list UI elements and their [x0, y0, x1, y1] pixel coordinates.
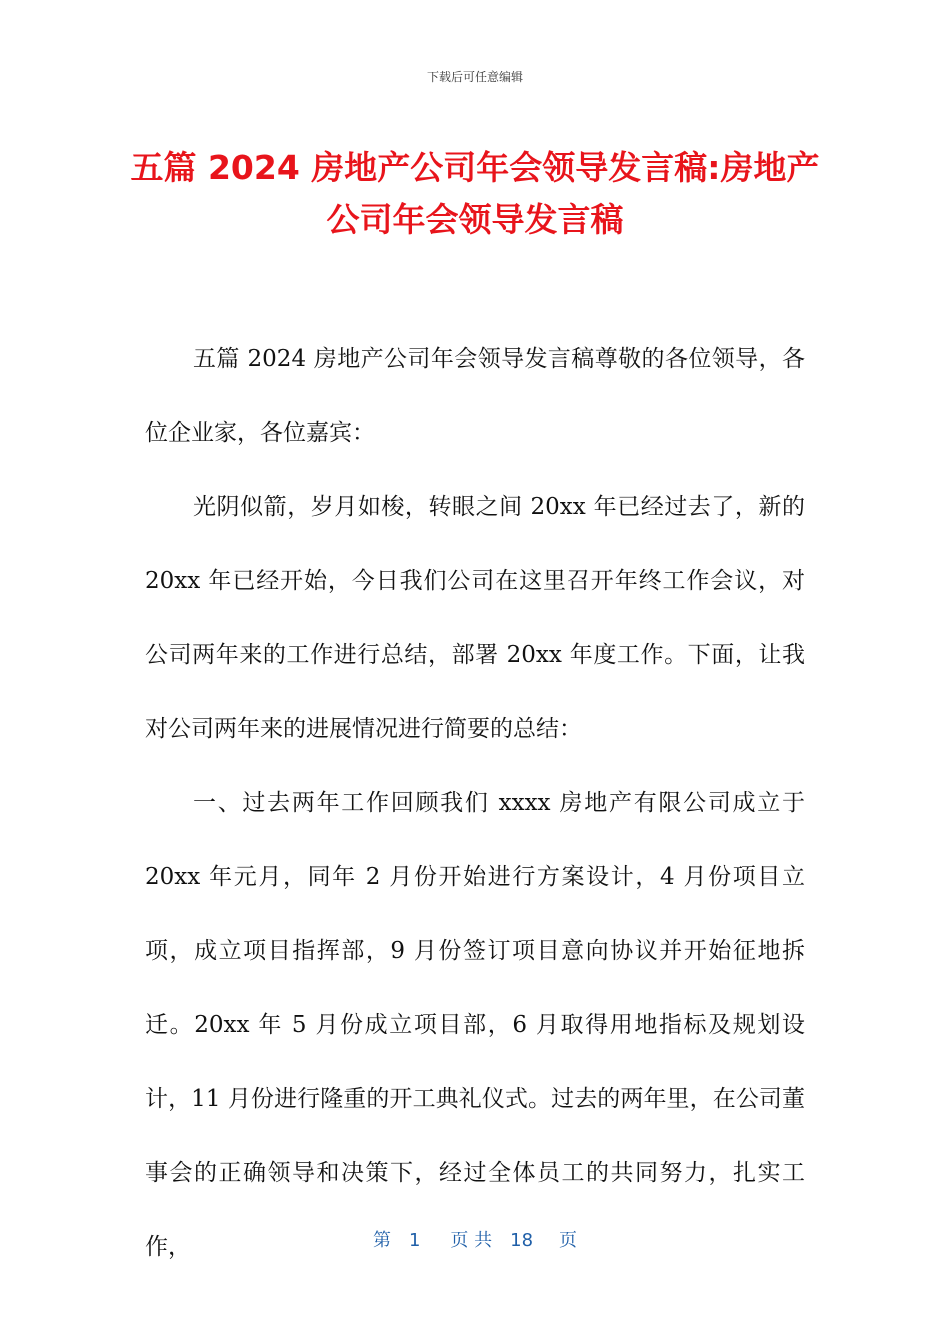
document-body: [145, 322, 805, 1284]
page-label-suffix: 页: [559, 1230, 578, 1251]
page-current: 1: [408, 1230, 421, 1251]
paragraph-intro: 光阴似箭，岁月如梭，转眼之间 20xx 年已经过去了，新的 20xx 年已经开始，今日我们公司在这里召开年终工作会议，对公司两年来的工作进行总结，部署 20xx 年度工作。下面，让我对公司两年来的进展情况进行简要的总结：: [145, 494, 805, 742]
paragraph-review: 一、过去两年工作回顾我们 xxxx 房地产有限公司成立于 20xx 年元月，同年 2 月份开始进行方案设计，4 月份项目立项，成立项目指挥部，9 月份签订项目意向协议并开始征地拆迁。20xx 年 5 月份成立项目部，6 月取得用地指标及规划设计，11 月份进行隆重的开工典礼仪式。过去的两年里，在公司董事会的正确领导和决策下，经过全体员工的共同努力，扎实工作，: [145, 790, 805, 1260]
page-label-prefix: 第: [372, 1230, 391, 1251]
page-label-mid: 页 共: [450, 1230, 493, 1251]
document-title: 五篇 2024 房地产公司年会领导发言稿:房地产公司年会领导发言稿: [130, 148, 820, 239]
page-footer: [0, 1226, 950, 1252]
header-note: 下载后可任意编辑: [426, 70, 523, 84]
paragraph-greeting: 五篇 2024 房地产公司年会领导发言稿尊敬的各位领导，各位企业家，各位嘉宾：: [145, 346, 805, 446]
page-total: 18: [510, 1230, 534, 1251]
